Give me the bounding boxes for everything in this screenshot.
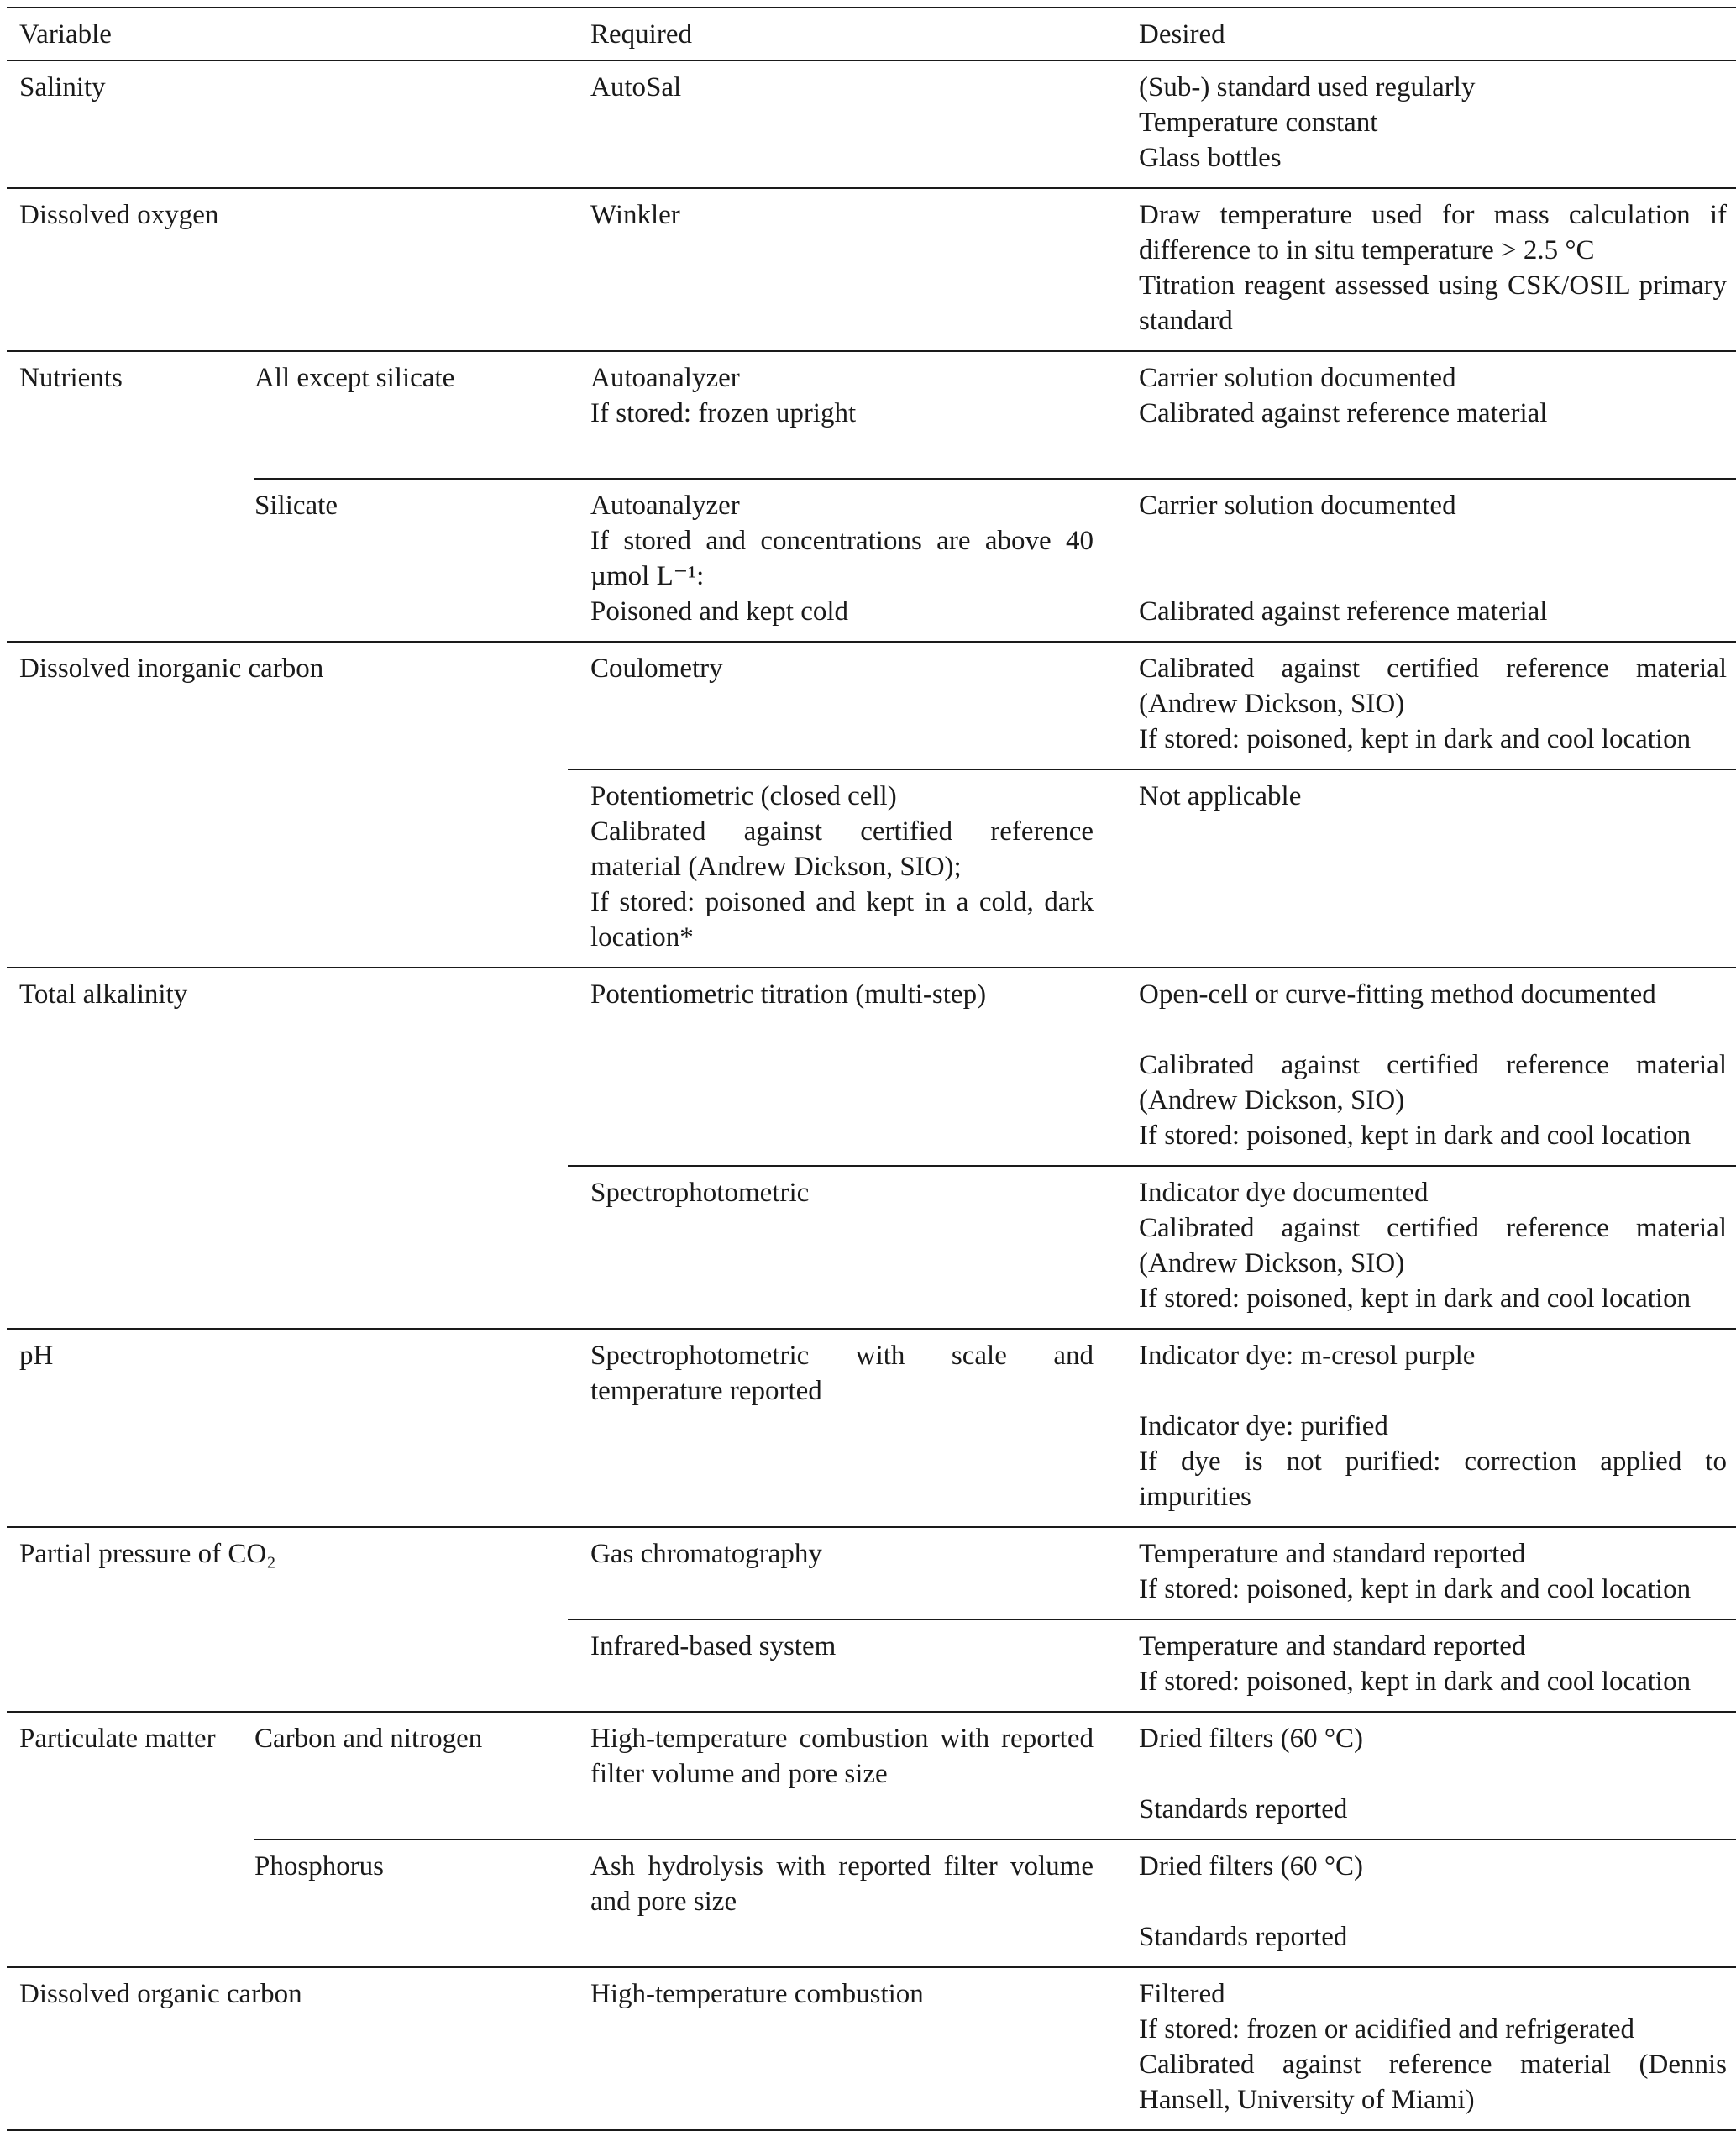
desired-line: Draw temperature used for mass calculation if difference to in situ temperature > 2.5 °C (1139, 200, 1727, 265)
variable-cell: pH (7, 1329, 568, 1527)
desired-line: Dried filters (60 °C) (1139, 1851, 1364, 1882)
desired-cell (1116, 351, 1736, 479)
variable-cell: Salinity (7, 60, 568, 188)
required-cell (568, 479, 1116, 642)
table-row (7, 1527, 1736, 1619)
desired-line: Indicator dye: purified (1139, 1411, 1388, 1441)
desired-cell (1116, 968, 1736, 1166)
desired-line: Indicator dye: m-cresol purple (1139, 1341, 1476, 1371)
subvariable-cell: Carbon and nitrogen (254, 1712, 568, 1840)
variable-cell: Dissolved inorganic carbon (7, 642, 568, 968)
desired-line: Indicator dye documented (1139, 1178, 1429, 1208)
desired-cell (1116, 1967, 1736, 2130)
required-line: If stored: poisoned and kept in a cold, dark location* (590, 887, 1094, 953)
desired-line: Standards reported (1139, 1794, 1348, 1824)
desired-cell (1116, 1329, 1736, 1527)
desired-line: If stored: poisoned, kept in dark and cool location (1139, 1574, 1691, 1604)
desired-cell (1116, 1712, 1736, 1840)
desired-line: Calibrated against certified reference material (Andrew Dickson, SIO) (1139, 1213, 1727, 1278)
required-cell (568, 769, 1116, 968)
desired-cell (1116, 188, 1736, 351)
header-row (7, 8, 1736, 60)
required-cell (568, 351, 1116, 479)
desired-line: If stored: poisoned, kept in dark and cool location (1139, 1121, 1691, 1151)
desired-line: Glass bottles (1139, 143, 1282, 173)
header-desired: Desired (1116, 8, 1736, 60)
desired-line: If stored: poisoned, kept in dark and cool location (1139, 1666, 1691, 1697)
variable-cell: Particulate matter (7, 1712, 254, 1967)
subvariable-cell: Phosphorus (254, 1840, 568, 1967)
desired-line: Carrier solution documented (1139, 491, 1456, 521)
required-cell: Potentiometric titration (multi-step) (568, 968, 1116, 1166)
desired-cell (1116, 1840, 1736, 1967)
desired-line: Dried filters (60 °C) (1139, 1724, 1364, 1754)
desired-cell (1116, 1527, 1736, 1619)
table-row (7, 1329, 1736, 1527)
subvariable-cell: Silicate (254, 479, 568, 642)
required-cell: Infrared-based system (568, 1619, 1116, 1712)
table-row (7, 968, 1736, 1166)
required-line: Autoanalyzer (590, 363, 740, 393)
required-cell: High-temperature combustion with reported filter volume and pore size (568, 1712, 1116, 1840)
table-row (7, 1967, 1736, 2130)
requirements-table (7, 7, 1736, 2131)
variable-cell: Total alkalinity (7, 968, 568, 1329)
desired-cell (1116, 1166, 1736, 1329)
table-row (7, 479, 1736, 642)
desired-line: Filtered (1139, 1979, 1225, 2009)
desired-cell: Not applicable (1116, 769, 1736, 968)
table-row (7, 1712, 1736, 1840)
header-required: Required (568, 8, 1116, 60)
desired-line: Temperature and standard reported (1139, 1631, 1526, 1661)
desired-line: Temperature constant (1139, 108, 1378, 138)
header-variable: Variable (7, 8, 568, 60)
desired-line: Calibrated against certified reference material (Andrew Dickson, SIO) (1139, 1050, 1727, 1115)
required-cell: Winkler (568, 188, 1116, 351)
desired-cell (1116, 60, 1736, 188)
required-cell: High-temperature combustion (568, 1967, 1116, 2130)
desired-line: If dye is not purified: correction applied to impurities (1139, 1446, 1727, 1512)
desired-line: Standards reported (1139, 1922, 1348, 1952)
table-row (7, 60, 1736, 188)
variable-cell: Partial pressure of CO₂ (7, 1527, 568, 1712)
required-cell: Ash hydrolysis with reported filter volume and pore size (568, 1840, 1116, 1967)
desired-cell (1116, 479, 1736, 642)
required-line: Autoanalyzer (590, 491, 740, 521)
desired-line: If stored: poisoned, kept in dark and cool location (1139, 724, 1691, 754)
desired-line: Titration reagent assessed using CSK/OSIL primary standard (1139, 270, 1727, 336)
required-cell: Spectrophotometric (568, 1166, 1116, 1329)
desired-line: Open-cell or curve-fitting method documented (1139, 979, 1656, 1010)
table-row (7, 642, 1736, 769)
required-cell: Coulometry (568, 642, 1116, 769)
desired-line: (Sub-) standard used regularly (1139, 72, 1476, 102)
variable-cell: Dissolved organic carbon (7, 1967, 568, 2130)
table-row (7, 1840, 1736, 1967)
subvariable-cell: All except silicate (254, 351, 568, 479)
required-cell: Spectrophotometric with scale and temperature reported (568, 1329, 1116, 1527)
desired-line: Calibrated against reference material (1139, 596, 1548, 627)
desired-line: If stored: poisoned, kept in dark and cool location (1139, 1283, 1691, 1314)
desired-line: Calibrated against certified reference material (Andrew Dickson, SIO) (1139, 653, 1727, 719)
table-row (7, 351, 1736, 479)
required-line: Potentiometric (closed cell) (590, 781, 897, 811)
desired-line: Temperature and standard reported (1139, 1539, 1526, 1569)
desired-line: Calibrated against reference material (1139, 398, 1548, 428)
variable-cell: Nutrients (7, 351, 254, 642)
desired-line: If stored: frozen or acidified and refrigerated (1139, 2014, 1635, 2044)
required-line: If stored: frozen upright (590, 398, 857, 428)
variable-cell: Dissolved oxygen (7, 188, 568, 351)
required-line: Calibrated against certified reference material (Andrew Dickson, SIO); (590, 816, 1094, 882)
desired-line: Carrier solution documented (1139, 363, 1456, 393)
required-line: If stored and concentrations are above 40 µmol L⁻¹: (590, 526, 1094, 591)
desired-cell (1116, 642, 1736, 769)
desired-line: Calibrated against reference material (Dennis Hansell, University of Miami) (1139, 2050, 1727, 2115)
required-cell: AutoSal (568, 60, 1116, 188)
required-cell: Gas chromatography (568, 1527, 1116, 1619)
table-row (7, 188, 1736, 351)
desired-cell (1116, 1619, 1736, 1712)
required-line: Poisoned and kept cold (590, 596, 849, 627)
